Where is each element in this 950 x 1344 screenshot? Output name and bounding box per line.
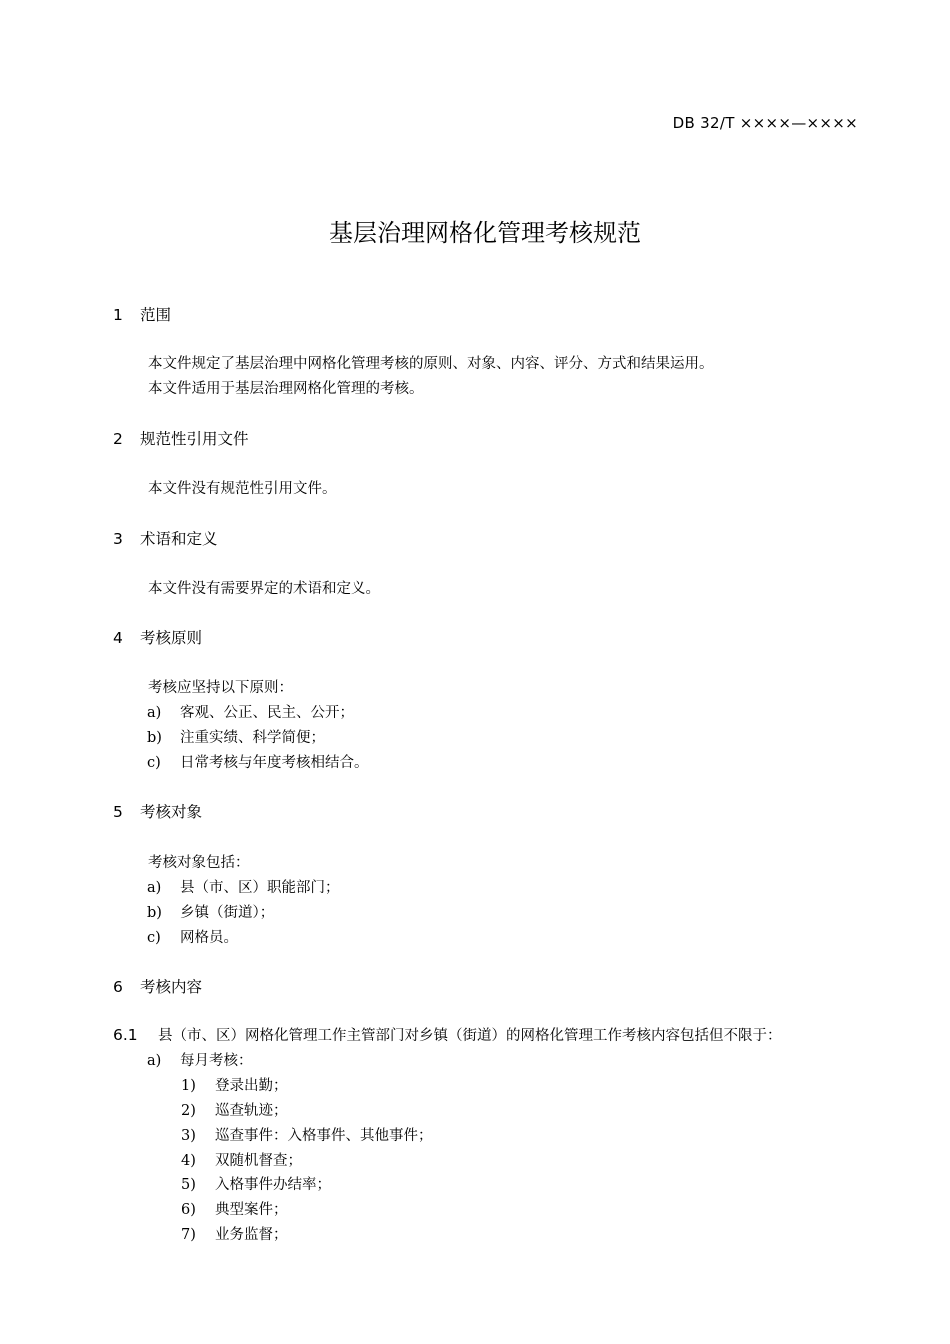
document-title: 基层治理网格化管理考核规范 xyxy=(329,219,641,247)
list-marker: b) xyxy=(147,730,162,746)
section-heading-scope xyxy=(113,303,171,325)
list-text: 网格员。 xyxy=(180,930,238,946)
sub-list-item xyxy=(181,1149,302,1170)
list-text: 业务监督； xyxy=(215,1227,288,1243)
list-item xyxy=(147,926,238,947)
section-title: 考核对象 xyxy=(140,803,203,821)
list-item xyxy=(147,701,354,722)
section-heading-principles xyxy=(113,626,202,648)
paragraph: 本文件没有规范性引用文件。 xyxy=(148,481,337,497)
list-text: 日常考核与年度考核相结合。 xyxy=(180,755,369,771)
list-marker: 6) xyxy=(181,1202,196,1218)
list-text: 双随机督查； xyxy=(215,1153,302,1169)
list-marker: c) xyxy=(147,755,161,771)
section-heading-terms xyxy=(113,527,218,549)
list-item xyxy=(147,876,340,897)
section-number: 3 xyxy=(113,530,123,548)
sub-list-item xyxy=(181,1074,288,1095)
paragraph: 本文件适用于基层治理网格化管理的考核。 xyxy=(148,381,424,397)
section-title: 规范性引用文件 xyxy=(140,430,249,448)
list-text: 巡查轨迹； xyxy=(215,1103,288,1119)
list-text: 每月考核： xyxy=(180,1053,253,1069)
sub-list-item xyxy=(181,1099,288,1120)
paragraph: 考核对象包括： xyxy=(148,855,250,871)
paragraph: 本文件规定了基层治理中网格化管理考核的原则、对象、内容、评分、方式和结果运用。 xyxy=(148,356,714,372)
section-heading-objects xyxy=(113,800,202,822)
list-item xyxy=(147,751,369,772)
list-text: 客观、公正、民主、公开； xyxy=(180,705,354,721)
section-heading-content xyxy=(113,975,202,997)
sub-list-item xyxy=(181,1124,433,1145)
list-text: 典型案件； xyxy=(215,1202,288,1218)
sub-list-item xyxy=(181,1198,288,1219)
list-marker: c) xyxy=(147,930,161,946)
section-number: 4 xyxy=(113,629,123,647)
subsection-number: 6.1 xyxy=(113,1026,138,1044)
list-text: 乡镇（街道）； xyxy=(180,905,275,921)
sub-list-item xyxy=(181,1223,288,1244)
list-text: 县（市、区）职能部门； xyxy=(180,880,340,896)
section-number: 1 xyxy=(113,306,123,324)
list-marker: 1) xyxy=(181,1078,196,1094)
section-title: 考核内容 xyxy=(140,978,203,996)
list-text: 入格事件办结率； xyxy=(215,1177,331,1193)
list-item xyxy=(147,726,325,747)
list-marker: a) xyxy=(147,880,162,896)
section-number: 2 xyxy=(113,430,123,448)
section-title: 考核原则 xyxy=(140,629,203,647)
section-number: 5 xyxy=(113,803,123,821)
section-title: 范围 xyxy=(140,306,172,324)
list-marker: a) xyxy=(147,705,162,721)
list-marker: 5) xyxy=(181,1177,196,1193)
section-number: 6 xyxy=(113,978,123,996)
list-marker: 7) xyxy=(181,1227,196,1243)
sub-list-item xyxy=(181,1173,331,1194)
list-marker: b) xyxy=(147,905,162,921)
list-text: 注重实绩、科学简便； xyxy=(180,730,325,746)
section-heading-normative-references xyxy=(113,427,249,449)
standard-code: DB 32/T ××××—×××× xyxy=(672,114,858,132)
paragraph: 本文件没有需要界定的术语和定义。 xyxy=(148,581,380,597)
section-title: 术语和定义 xyxy=(140,530,218,548)
list-marker: a) xyxy=(147,1053,162,1069)
subsection-6-1 xyxy=(113,1024,782,1045)
list-text: 登录出勤； xyxy=(215,1078,288,1094)
list-marker: 3) xyxy=(181,1128,196,1144)
list-item xyxy=(147,901,274,922)
list-item xyxy=(147,1049,253,1070)
paragraph: 考核应坚持以下原则： xyxy=(148,680,293,696)
list-marker: 4) xyxy=(181,1153,196,1169)
list-marker: 2) xyxy=(181,1103,196,1119)
list-text: 巡查事件：入格事件、其他事件； xyxy=(215,1128,433,1144)
subsection-text: 县（市、区）网格化管理工作主管部门对乡镇（街道）的网格化管理工作考核内容包括但不限于： xyxy=(158,1028,782,1044)
